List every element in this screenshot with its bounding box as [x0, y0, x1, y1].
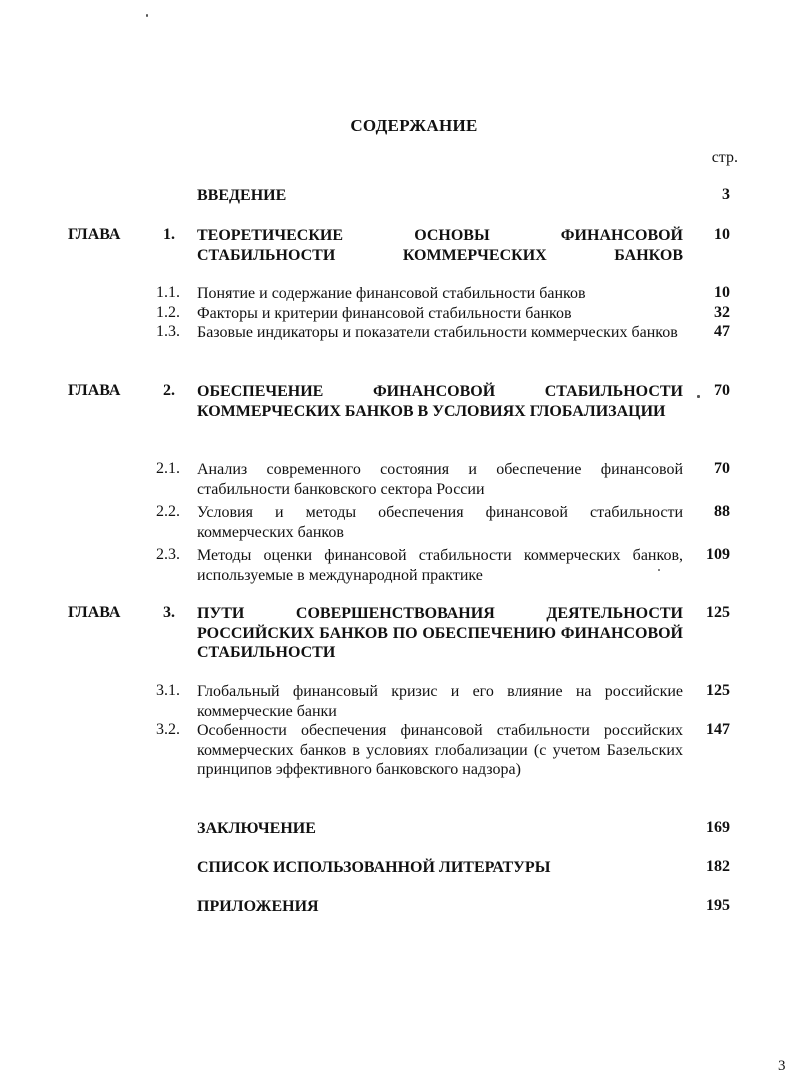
chapter-number: 1.	[163, 226, 175, 243]
section-title: Базовые индикаторы и показатели стабильности коммерческих банков	[197, 324, 678, 341]
toc-intro-title: ВВЕДЕНИЕ	[197, 187, 287, 204]
section-number: 1.1.	[156, 284, 180, 301]
section-number: 3.1.	[156, 682, 180, 699]
section-page: 88	[714, 503, 730, 520]
chapter-number: 2.	[163, 382, 175, 399]
chapter-label: ГЛАВА	[68, 382, 121, 399]
chapter-title: ОБЕСПЕЧЕНИЕ ФИНАНСОВОЙ СТАБИЛЬНОСТИ КОММЕРЧЕСКИХ БАНКОВ В УСЛОВИЯХ ГЛОБАЛИЗАЦИИ	[197, 383, 683, 420]
toc-conclusion-title: ЗАКЛЮЧЕНИЕ	[197, 820, 316, 837]
section-page: 32	[714, 304, 730, 321]
chapter-label: ГЛАВА	[68, 226, 121, 243]
page-column-label: стр.	[711, 149, 738, 166]
toc-intro-page: 3	[722, 186, 730, 203]
section-number: 1.3.	[156, 323, 180, 340]
scan-mark	[146, 14, 148, 17]
toc-references-page: 182	[706, 858, 730, 875]
section-number: 2.3.	[156, 546, 180, 563]
corner-page-number: 3	[778, 1058, 786, 1074]
toc-conclusion-page: 169	[706, 819, 730, 836]
section-title: Анализ современного состояния и обеспечение финансовой стабильности банковского сектора России	[197, 461, 683, 498]
chapter-page: 70	[714, 382, 730, 399]
section-number: 2.1.	[156, 460, 180, 477]
chapter-title: ТЕОРЕТИЧЕСКИЕ ОСНОВЫ ФИНАНСОВОЙ СТАБИЛЬНОСТИ КОММЕРЧЕСКИХ БАНКОВ	[197, 227, 683, 264]
toc-references-title: СПИСОК ИСПОЛЬЗОВАННОЙ ЛИТЕРАТУРЫ	[197, 859, 551, 876]
section-title: Условия и методы обеспечения финансовой стабильности коммерческих банков	[197, 504, 683, 541]
toc-appendices-page: 195	[706, 897, 730, 914]
chapter-page: 10	[714, 226, 730, 243]
page-title: СОДЕРЖАНИЕ	[350, 116, 478, 135]
section-title: Методы оценки финансовой стабильности коммерческих банков, используемые в международной практике	[197, 547, 683, 584]
section-page: 147	[706, 721, 730, 738]
chapter-number: 3.	[163, 604, 175, 621]
toc-appendices-title: ПРИЛОЖЕНИЯ	[197, 898, 319, 915]
section-number: 3.2.	[156, 721, 180, 738]
section-title: Понятие и содержание финансовой стабильности банков	[197, 285, 586, 302]
section-title: Факторы и критерии финансовой стабильности банков	[197, 305, 572, 322]
section-page: 70	[714, 460, 730, 477]
section-number: 1.2.	[156, 304, 180, 321]
section-title: Особенности обеспечения финансовой стабильности российских коммерческих банков в условиях глобализации (с учетом Базельских принципов эффективного банковского надзора)	[197, 722, 683, 778]
section-page: 10	[714, 284, 730, 301]
chapter-title: ПУТИ СОВЕРШЕНСТВОВАНИЯ ДЕЯТЕЛЬНОСТИ РОССИЙСКИХ БАНКОВ ПО ОБЕСПЕЧЕНИЮ ФИНАНСОВОЙ СТАБИЛЬНОСТИ	[197, 605, 683, 661]
section-page: 125	[706, 682, 730, 699]
chapter-label: ГЛАВА	[68, 604, 121, 621]
section-page: 109	[706, 546, 730, 563]
chapter-page: 125	[706, 604, 730, 621]
section-page: 47	[714, 323, 730, 340]
section-title: Глобальный финансовый кризис и его влияние на российские коммерческие банки	[197, 683, 683, 720]
section-number: 2.2.	[156, 503, 180, 520]
